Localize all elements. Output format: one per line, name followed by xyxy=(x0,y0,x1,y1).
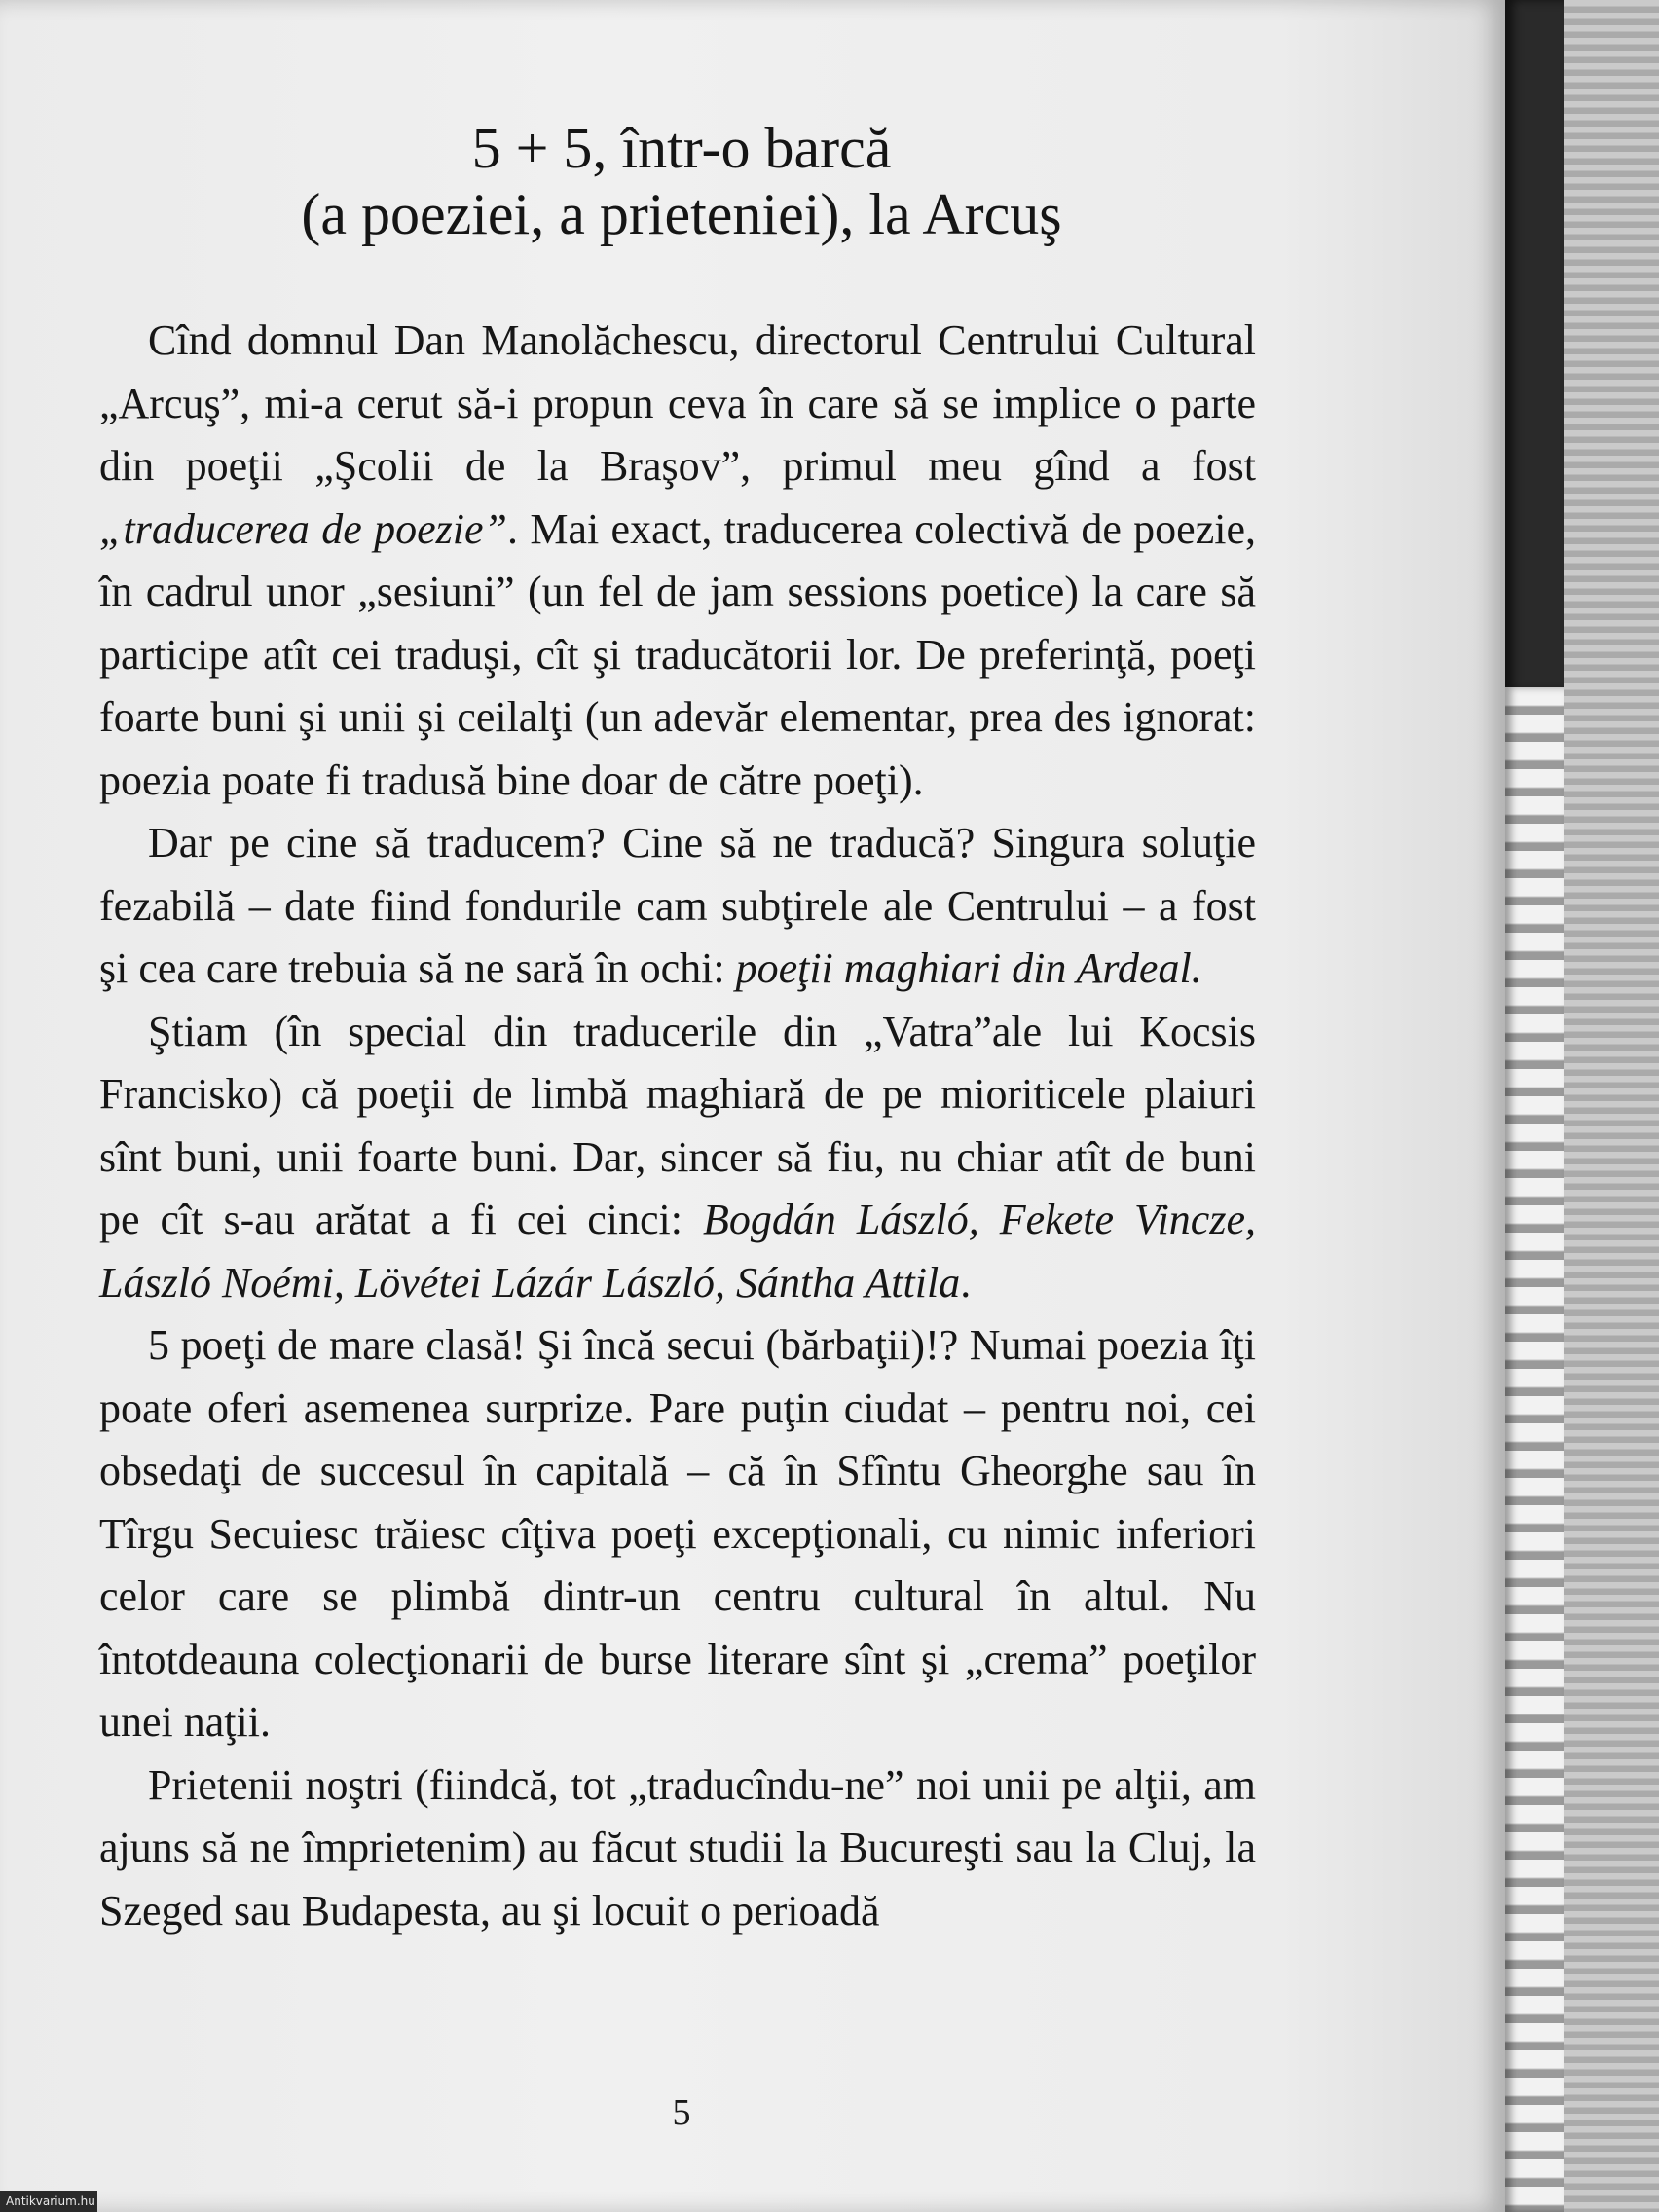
striped-strip xyxy=(1505,687,1564,2212)
text-run: Cînd domnul Dan Manolăchescu, directorul Centrului Cultural „Arcuş”, mi-a cerut să-i propun ceva în care să se implice o parte din poeţii „Şcolii de la Braşov”, primul meu gînd a fost xyxy=(99,316,1256,490)
text-run: . xyxy=(960,1258,972,1307)
paragraph xyxy=(99,1314,1256,1754)
text-run: Dar pe cine să traducem? Cine să ne traducă? Singura soluţie fezabilă – date fiind fondurile cam subţirele ale Centrului – a fost şi cea care trebuia să ne sară în ochi: xyxy=(99,819,1256,992)
text-run: Prietenii noştri (fiindcă, tot „traducîndu-ne” noi unii pe alţii, am ajuns să ne împrietenim) au făcut studii la Bucureşti sau la Cluj, la Szeged sau Budapesta, au şi locuit o perioadă xyxy=(99,1760,1256,1935)
text-run-italic: Bogdán László, Fekete Vincze, László Noémi, Lövétei Lázár László, Sántha Attila xyxy=(99,1196,1256,1307)
text-run-italic: „traducerea de poezie” xyxy=(99,504,507,553)
text-run-italic: poeţii maghiari din Ardeal. xyxy=(735,944,1202,992)
body-text xyxy=(99,310,1256,1942)
table-surface xyxy=(1564,0,1659,2212)
paragraph xyxy=(99,310,1256,812)
paragraph xyxy=(99,1754,1256,1943)
paragraph xyxy=(99,1001,1256,1315)
chapter-title-line-2: (a poeziei, a prieteniei), la Arcuş xyxy=(301,182,1062,246)
chapter-title-line-1: 5 + 5, într-o barcă xyxy=(471,116,892,180)
text-run: 5 poeţi de mare clasă! Şi încă secui (bărbaţii)!? Numai poezia îţi poate oferi asemenea surprize. Pare puţin ciudat – pentru noi, cei obsedaţi de succesul în capitală – că în Sfîntu Gheorghe sau în Tîrgu Secuiesc trăiesc cîţiva poeţi excepţionali, cu nimic inferiori celor care se plimbă dintr-un centru cultural în altul. Nu întotdeauna colecţionarii de burse literare sînt şi „crema” poeţilor unei naţii. xyxy=(99,1321,1256,1746)
text-run: Ştiam (în special din traducerile din „Vatra”ale lui Kocsis Francisko) că poeţii de limbă maghiară de pe mioriticele plaiuri sînt buni, unii foarte buni. Dar, sincer să fiu, nu chiar atît de buni pe cît s-au arătat a fi cei cinci: xyxy=(99,1007,1256,1243)
text-run: . Mai exact, traducerea colectivă de poezie, în cadrul unor „sesiuni” (un fel de jam sessions poetice) la care să participe atît cei traduşi, cît şi traducătorii lor. De preferinţă, poeţi foarte buni şi unii şi ceilalţi (un adevăr elementar, prea des ignorat: poezia poate fi tradusă bine doar de către poeţi). xyxy=(99,504,1256,804)
next-page-edge xyxy=(1505,0,1564,691)
paragraph xyxy=(99,812,1256,1001)
page-number: 5 xyxy=(672,2092,691,2133)
watermark: Antikvarium.hu xyxy=(0,2191,97,2212)
